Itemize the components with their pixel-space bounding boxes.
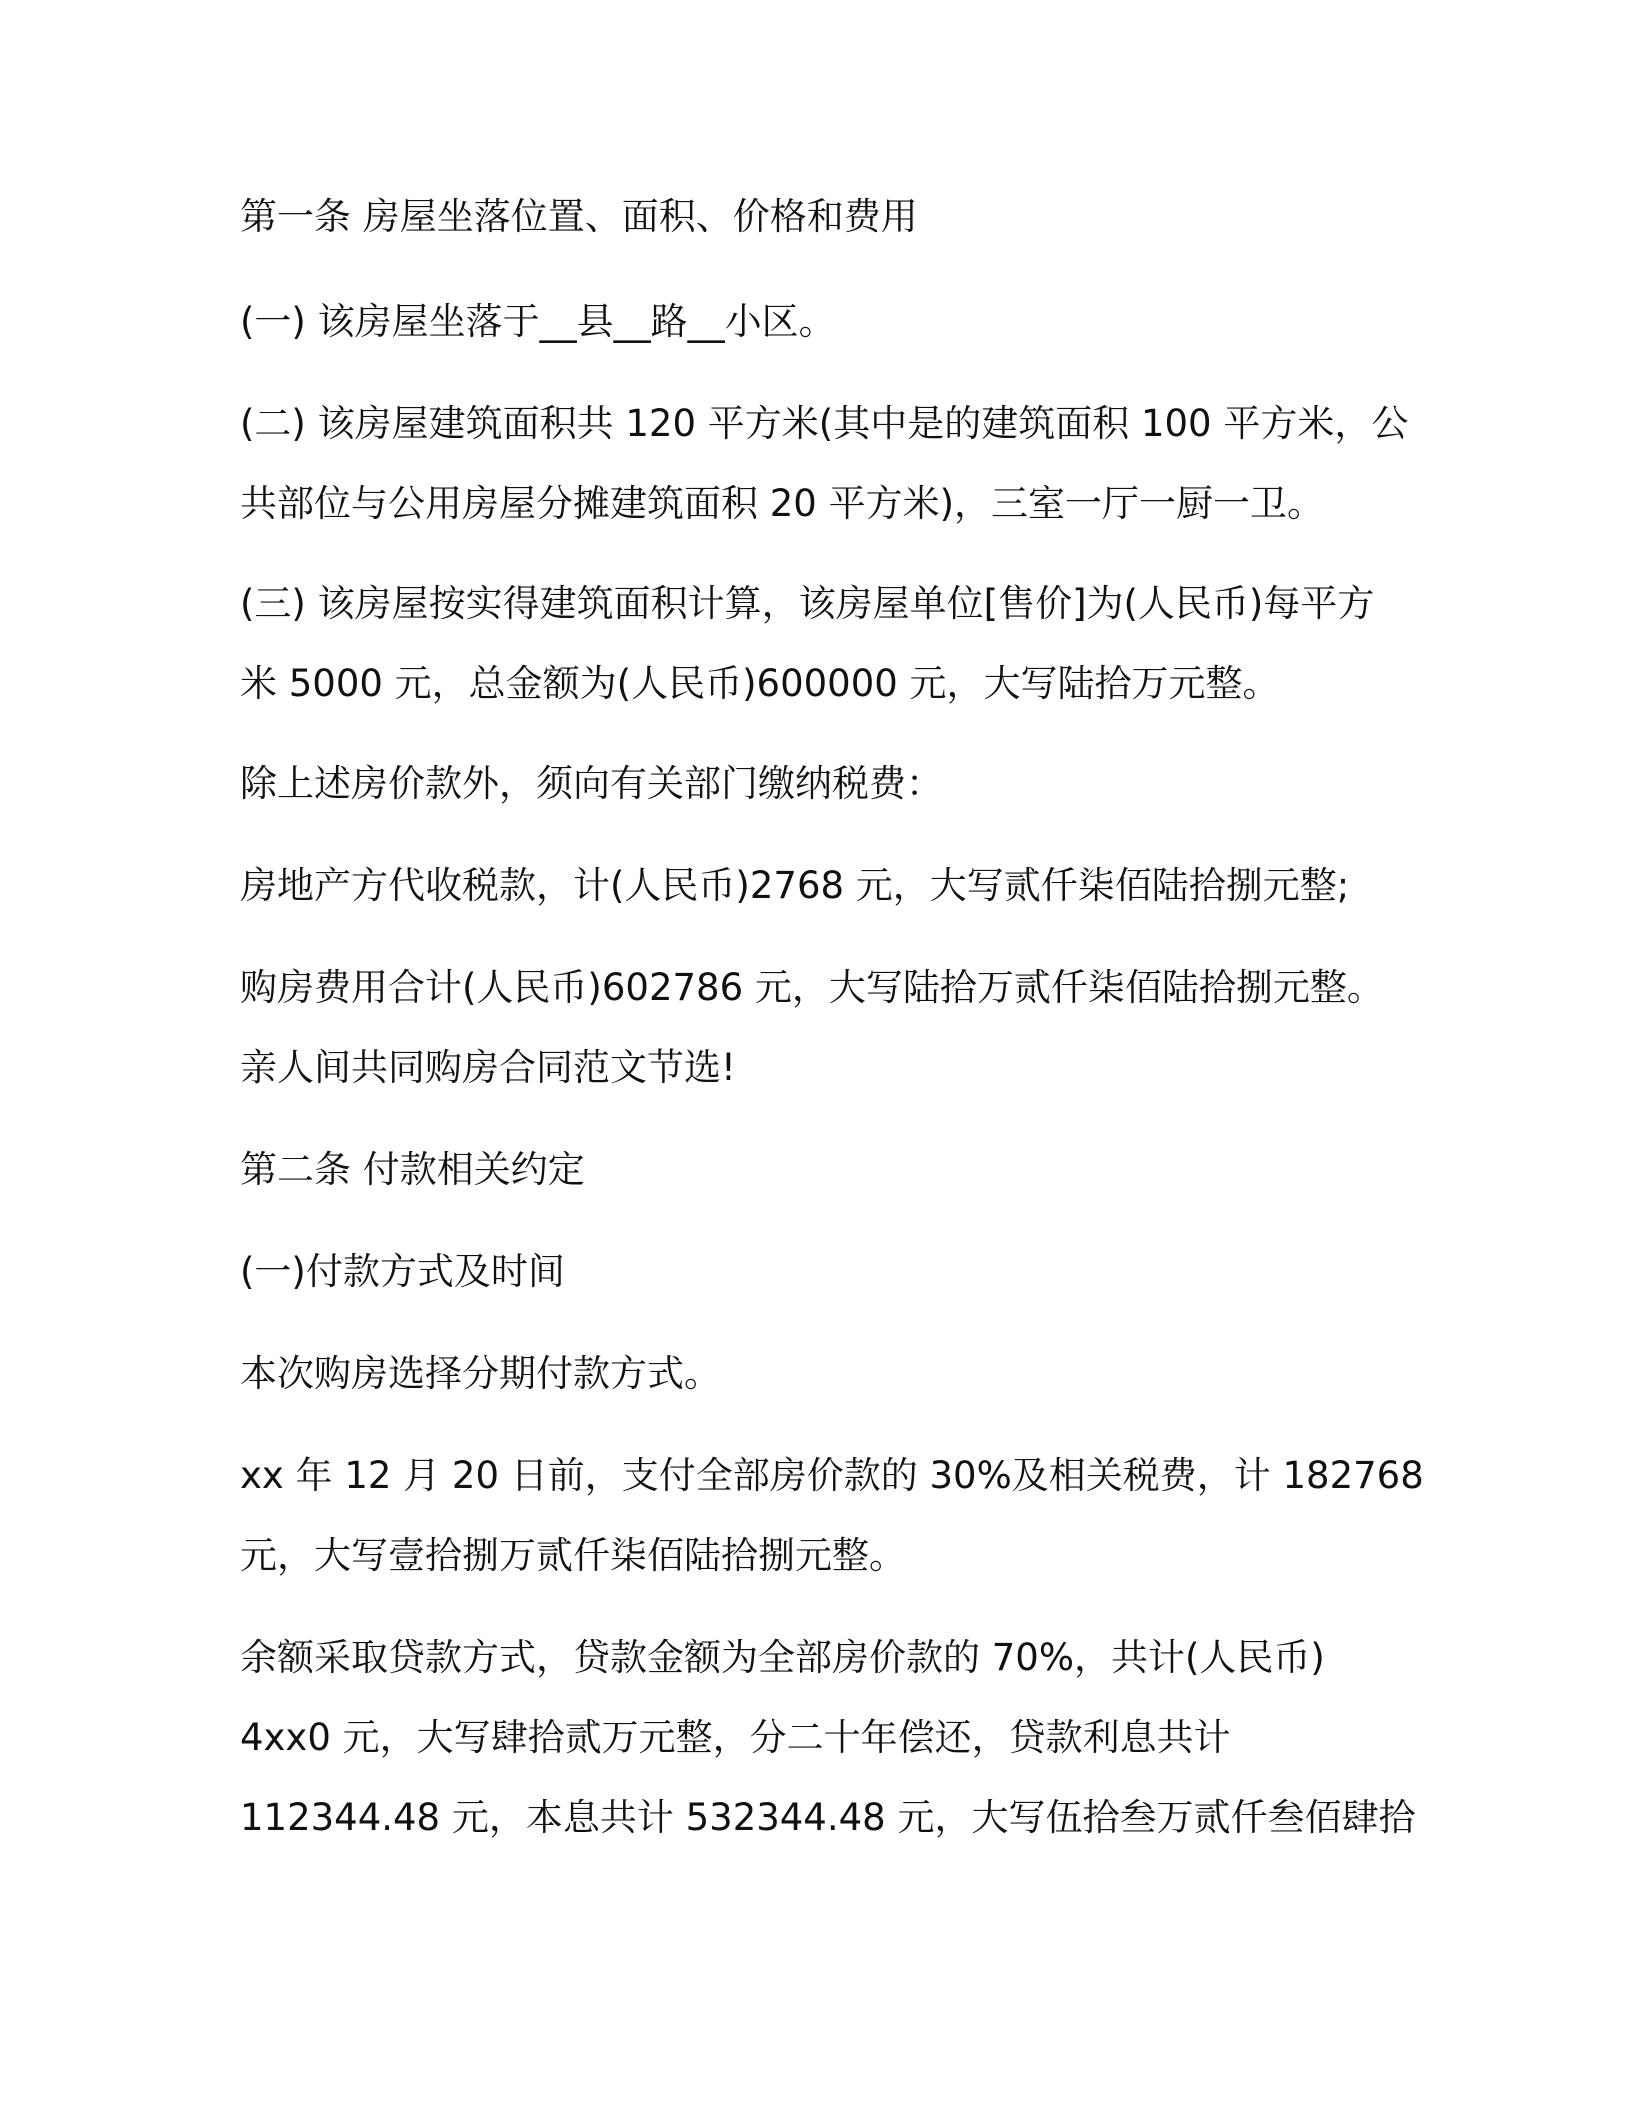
article-2-heading: 第二条 付款相关约定 [240, 1148, 585, 1191]
paragraph-loan-line-2: 4xx0 元，大写肆拾贰万元整，分二十年偿还，贷款利息共计 [240, 1716, 1231, 1759]
paragraph-location: (一) 该房屋坐落于__县__路__小区。 [240, 300, 836, 343]
paragraph-excerpt-note: 亲人间共同购房合同范文节选! [240, 1046, 736, 1089]
paragraph-loan-line-3: 112344.48 元，本息共计 532344.48 元，大写伍拾叁万贰仟叁佰肆拾 [240, 1796, 1416, 1839]
paragraph-price-line-1: (三) 该房屋按实得建筑面积计算，该房屋单位[售价]为(人民币)每平方 [240, 582, 1375, 625]
paragraph-taxes-intro: 除上述房价款外，须向有关部门缴纳税费： [240, 762, 943, 805]
paragraph-total-cost: 购房费用合计(人民币)602786 元，大写陆拾万贰仟柒佰陆拾捌元整。 [240, 966, 1384, 1009]
paragraph-down-payment-line-2: 元，大写壹拾捌万贰仟柒佰陆拾捌元整。 [240, 1534, 906, 1577]
article-1-heading: 第一条 房屋坐落位置、面积、价格和费用 [240, 195, 918, 238]
paragraph-down-payment-line-1: xx 年 12 月 20 日前，支付全部房价款的 30%及相关税费，计 182768 [240, 1454, 1424, 1497]
paragraph-installment: 本次购房选择分期付款方式。 [240, 1352, 721, 1395]
paragraph-loan-line-1: 余额采取贷款方式，贷款金额为全部房价款的 70%，共计(人民币) [240, 1636, 1325, 1679]
section-payment-method: (一)付款方式及时间 [240, 1250, 565, 1293]
paragraph-tax-amount: 房地产方代收税款，计(人民币)2768 元，大写贰仟柒佰陆拾捌元整; [240, 864, 1350, 907]
paragraph-price-line-2: 米 5000 元，总金额为(人民币)600000 元，大写陆拾万元整。 [240, 662, 1280, 705]
paragraph-area-line-1: (二) 该房屋建筑面积共 120 平方米(其中是的建筑面积 100 平方米，公 [240, 402, 1409, 445]
paragraph-area-line-2: 共部位与公用房屋分摊建筑面积 20 平方米)，三室一厅一厨一卫。 [240, 482, 1325, 525]
